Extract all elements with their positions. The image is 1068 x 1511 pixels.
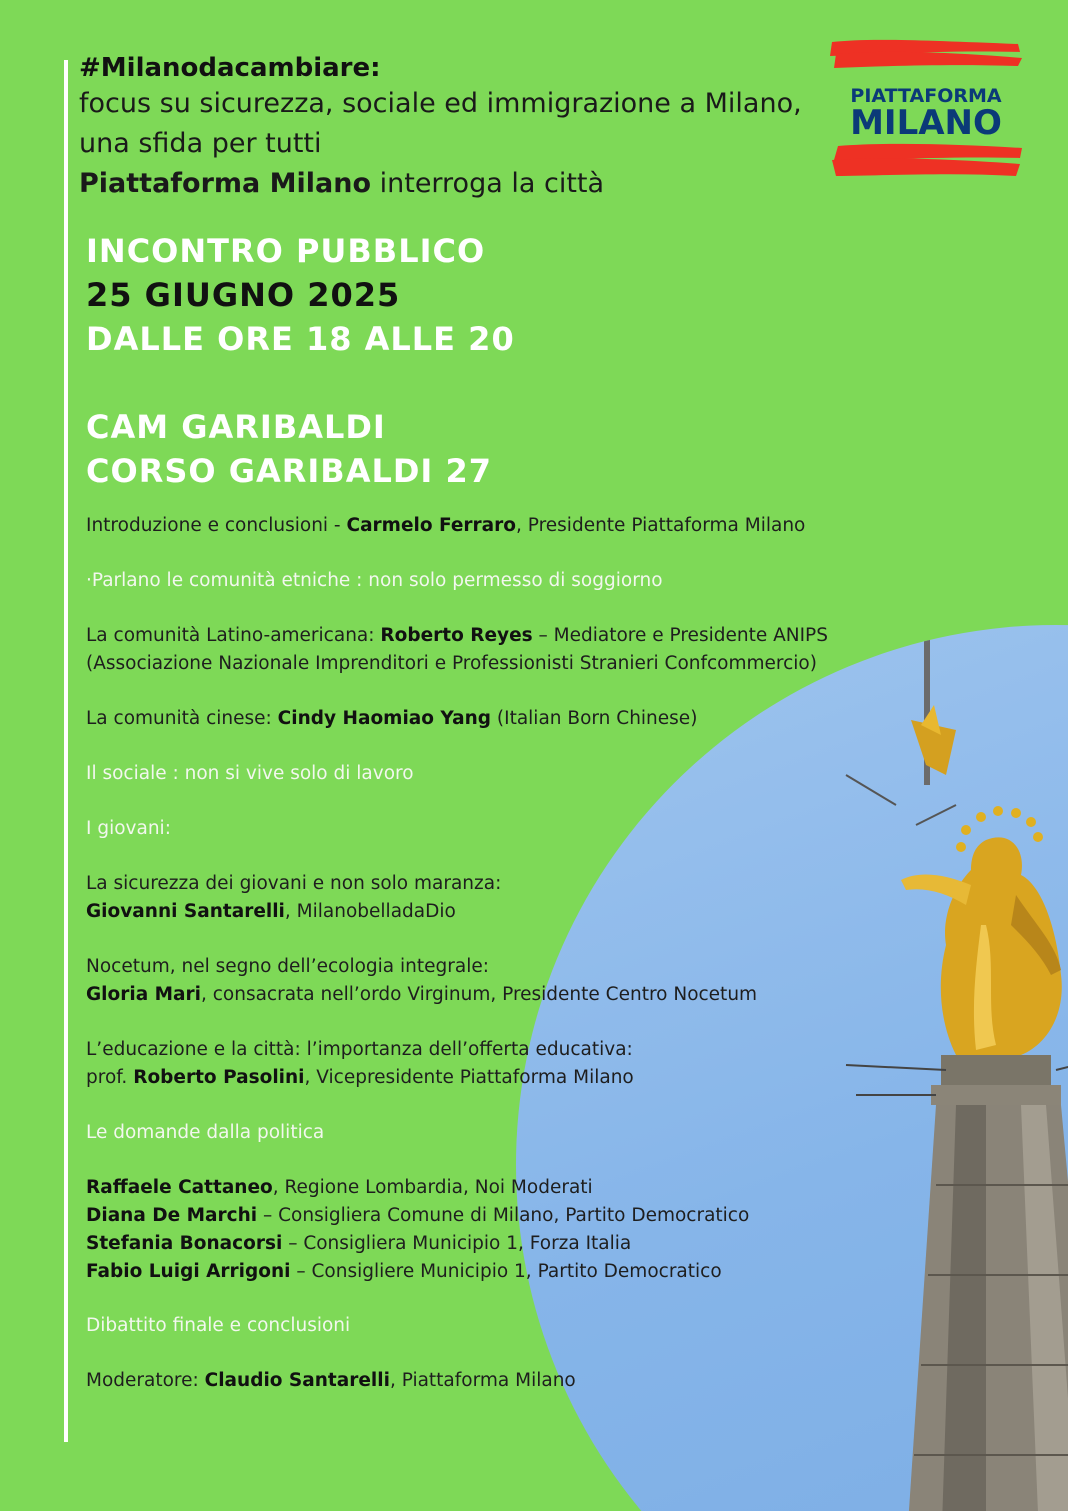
event-address: CORSO GARIBALDI 27	[86, 452, 492, 490]
speaker-latino-line2: (Associazione Nazionale Imprenditori e Professionisti Stranieri Confcommercio)	[86, 653, 817, 674]
event-title: INCONTRO PUBBLICO	[86, 232, 486, 270]
speaker-giovani: Giovanni Santarelli, MilanobelladaDio	[86, 901, 456, 922]
header-block	[79, 52, 839, 204]
politician-row: Diana De Marchi – Consigliera Comune di Milano, Partito Democratico	[86, 1205, 750, 1226]
section-sociale: Il sociale : non si vive solo di lavoro	[86, 763, 414, 784]
topic-giovani: La sicurezza dei giovani e non solo maranza:	[86, 873, 502, 894]
politician-row: Stefania Bonacorsi – Consigliera Municipio 1, Forza Italia	[86, 1233, 632, 1254]
section-politica: Le domande dalla politica	[86, 1122, 325, 1143]
section-comunita: ·Parlano le comunità etniche : non solo permesso di soggiorno	[86, 570, 663, 591]
section-giovani: I giovani:	[86, 818, 171, 839]
section-dibattito: Dibattito finale e conclusioni	[86, 1315, 351, 1336]
header-line-1: focus su sicurezza, sociale ed immigrazione a Milano,	[79, 88, 802, 119]
speaker-educazione: prof. Roberto Pasolini, Vicepresidente Piattaforma Milano	[86, 1067, 634, 1088]
program-intro: Introduzione e conclusioni - Carmelo Ferraro, Presidente Piattaforma Milano	[86, 515, 806, 536]
speaker-latino: La comunità Latino-americana: Roberto Reyes – Mediatore e Presidente ANIPS	[86, 625, 828, 646]
speaker-cinese: La comunità cinese: Cindy Haomiao Yang (Italian Born Chinese)	[86, 708, 698, 729]
speaker-nocetum: Gloria Mari, consacrata nell’ordo Virginum, Presidente Centro Nocetum	[86, 984, 758, 1005]
politician-row: Raffaele Cattaneo, Regione Lombardia, Noi Moderati	[86, 1177, 593, 1198]
moderator: Moderatore: Claudio Santarelli, Piattaforma Milano	[86, 1370, 576, 1391]
politician-row: Fabio Luigi Arrigoni – Consigliere Municipio 1, Partito Democratico	[86, 1261, 722, 1282]
topic-educazione: L’educazione e la città: l’importanza dell’offerta educativa:	[86, 1039, 633, 1060]
logo-line-2: MILANO	[850, 103, 1002, 143]
topic-nocetum: Nocetum, nel segno dell’ecologia integrale:	[86, 956, 489, 977]
header-line-2: una sfida per tutti	[79, 128, 322, 159]
logo-line-1: PIATTAFORMA	[850, 85, 1002, 107]
piattaforma-milano-logo	[828, 36, 1024, 184]
header-line-3-rest: interroga la città	[371, 168, 605, 199]
hashtag-title: #Milanodacambiare:	[79, 53, 381, 83]
event-date: 25 GIUGNO 2025	[86, 276, 401, 314]
header-line-3	[79, 164, 839, 204]
event-time: DALLE ORE 18 ALLE 20	[86, 320, 515, 358]
event-venue: CAM GARIBALDI	[86, 408, 386, 446]
header-org-name: Piattaforma Milano	[79, 168, 372, 199]
left-accent-line	[64, 60, 68, 1442]
